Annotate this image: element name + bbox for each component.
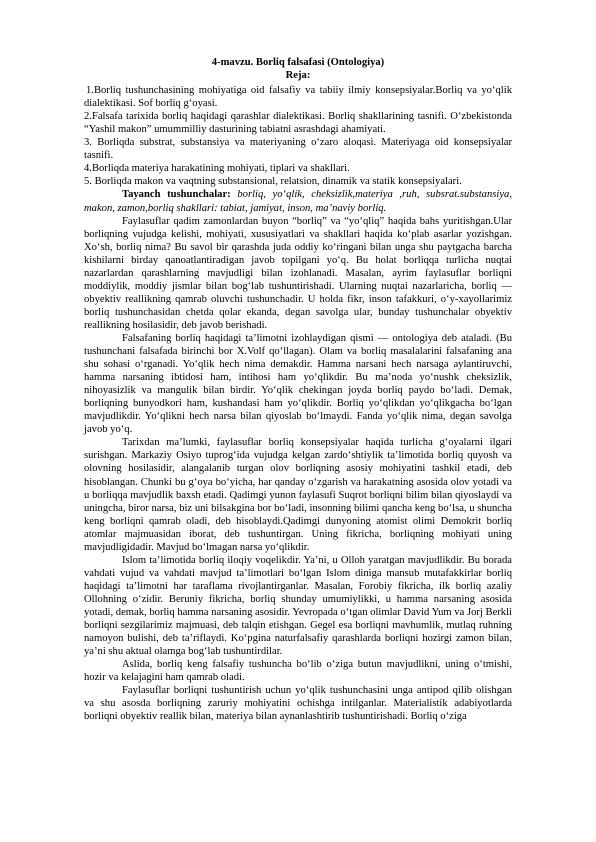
plan-item: 3. Borliqda substrat, substansiya va materiyaning o‘zaro aloqasi. Materiyaga oid konsepsiyalar tasnifi. xyxy=(84,137,512,162)
body-paragraph: Faylasuflar borliqni tushuntirish uchun yo‘qlik tushunchasini unga antipod qilib olishgan va shu asosda borliqning zaruriy mohiyatini ochishga intilganlar. Materialistik adabiyotlarda borliqni obyektiv reallik bilan, materiya bilan aynanlashtirib tushuntirishadi. Borliq o‘ziga xyxy=(84,685,512,723)
body-paragraph: Aslida, borliq keng falsafiy tushuncha bo‘lib o‘ziga butun mavjudlikni, uning o‘tmishi, hozir va kelajagini ham qamrab oladi. xyxy=(84,659,512,684)
document-body xyxy=(84,56,512,723)
body-paragraph: Tarixdan ma’lumki, faylasuflar borliq konsepsiyalar haqida turlicha g‘oyalarni ilgari surishgan. Markaziy Osiyo tuprog‘ida vujudga kelgan zardo‘shtiylik ta’limotida borliq quyosh va olovning hosilasidir, alangalanib turgan olov borliqning asosiy mohiyatini tashkil etadi, deb hisoblangan. Chunki bu g‘oya bo‘yicha, har qanday o‘zgarish va harakatning asosida olov yotadi va u borliqqa mavjudlik baxsh etadi. Qadimgi yunon faylasufi Suqrot borliqni bilim bilan qiyoslaydi va uningcha, biror narsa, biz uni bilsakgina bor bo‘ladi, insonning bilimi qancha keng bo‘lsa, u shuncha keng borliqni qamrab oladi, deb hisoblaydi.Qadimgi dunyoning atomist olimi Demokrit borliq atomlar majmuasidan iborat, deb tushuntirgan. Uning fikricha, borliqning mohiyati uning mavjudligidadir. Mavjud bo‘lmagan narsa yo‘qlikdir. xyxy=(84,437,512,553)
plan-heading: Reja: xyxy=(285,70,311,82)
keywords-paragraph xyxy=(84,188,512,214)
body-paragraph: Faylasuflar qadim zamonlardan buyon “borliq” va “yo‘qliq” haqida bahs yuritishgan.Ular borliqning vujudga kelishi, mohiyati, xususiyatlari va shakllari haqida ko‘plab asarlar yozishgan. Xo‘sh, borliq nima? Bu savol bir qarashda juda oddiy ko‘ringani bilan unga shu paytgacha barcha kishilarni birday qanoatlantiradigan javob topilgani yo‘q. Bu holat borliqqa turlicha nuqtai nazarlardan qarashlarning mavjudligi bilan izohlanadi. Masalan, ayrim faylasuflar borliqni moddiylik, moddiy jismlar bilan bog‘lab tushuntirishadi. Ularning nuqtai nazarlaricha, borliq — obyektiv reallikning qamrab oluvchi tushunchadir. U holda fikr, inson tafakkuri, o‘y-xayollarimiz borliq tushunchasidan chetda qolar ekanda, degan savolga ular, bunday tushunchalar obyektiv reallikning hosilasidir, deb javob berishadi. xyxy=(84,215,512,331)
plan-item: 2.Falsafa tarixida borliq haqidagi qarashlar dialektikasi. Borliq shakllarining tasnifi. O‘zbekistonda “Yashil makon” umummilliy dasturining tabiatni asrashdagi ahamiyati. xyxy=(84,111,512,136)
body-paragraph: Islom ta’limotida borliq iloqiy voqelikdir. Ya’ni, u Olloh yaratgan mavjudlikdir. Bu borada vahdati vujud va vahdati mavjud ta’limotlari bo‘lgan Islom diniga mansub mutafakkirlar borliq haqidagi ta’limotni har taraflama rivojlantirganlar. Masalan, Forobiy fikricha, ilk borliq azaliy Ollohning o‘zidir. Beruniy fikricha, borliq shunday umumiylikki, u hamma narsaning asosida yotadi, demak, borliq hamma narsaning asosidir. Yevropada o‘tgan olimlar David Yum va Jorj Berkli borliqni sezgilarimiz majmuasi, deb talqin etishgan. Gegel esa borliqni mavhumlik, mutlaq ruhning namoyon bulishi, deb ta’riflaydi. Ko‘pgina naturfalsafiy qarashlarda borliqni hozirgi zamon bilan, ya’ni shu aktual olamga bog‘lab tushuntirdilar. xyxy=(84,554,512,658)
plan-item: 4.Borliqda materiya harakatining mohiyati, tiplari va shakllari. xyxy=(84,163,350,175)
page-title: 4-mavzu. Borliq falsafasi (Ontologiya) xyxy=(211,57,385,68)
keywords-label: Tayanch tushunchalar: xyxy=(122,189,231,201)
plan-item: 5. Borliqda makon va vaqtning substansional, relatsion, dinamik va statik konsepsiyalari. xyxy=(84,176,462,188)
body-paragraph: Falsafaning borliq haqidagi ta’limotni izohlaydigan qismi — ontologiya deb ataladi. (Bu tushunchani falsafada birinchi bor X.Volf qo‘llagan). Olam va borliq masalalarini falsafaning ana shu sohasi o‘rganadi. Yo‘qlik hech nima demakdir. Hamma narsani hech narsaga aylantiruvchi, hamma narsaning ibtidosi ham, intihosi ham yo‘qlikdir. Bu ma’noda yo‘nushk cheksizlik, nihoyasizlik va mangulik bilan birdir. Yo‘qlik chekingan joyda borliq paydo bo‘ladi. Demak, borliqning bunyodkori ham, kushandasi ham yo‘qlikdir. Borliq yo‘qlikdan yo‘qlikgacha bo‘lgan mavjudlikdir. Yo‘qlikni hech narsa bilan qiyoslab bo‘lmaydi. Fanda yo‘qlik nima, degan savolga javob yo‘q. xyxy=(84,332,512,436)
keywords-list: borliq, yo‘qlik, cheksizlik,materiya ,ruh, subsrat.substansiya, makon, zamon,borliq shakllari: tabiat, jamiyat, inson, ma’naviy borliq. xyxy=(84,189,512,214)
plan-item: 1.Borliq tushunchasining mohiyatiga oid falsafiy va tabiiy ilmiy konsepsiyalar.Borliq va yo‘qlik dialektikasi. Sof borliq g‘oyasi. xyxy=(84,85,512,110)
